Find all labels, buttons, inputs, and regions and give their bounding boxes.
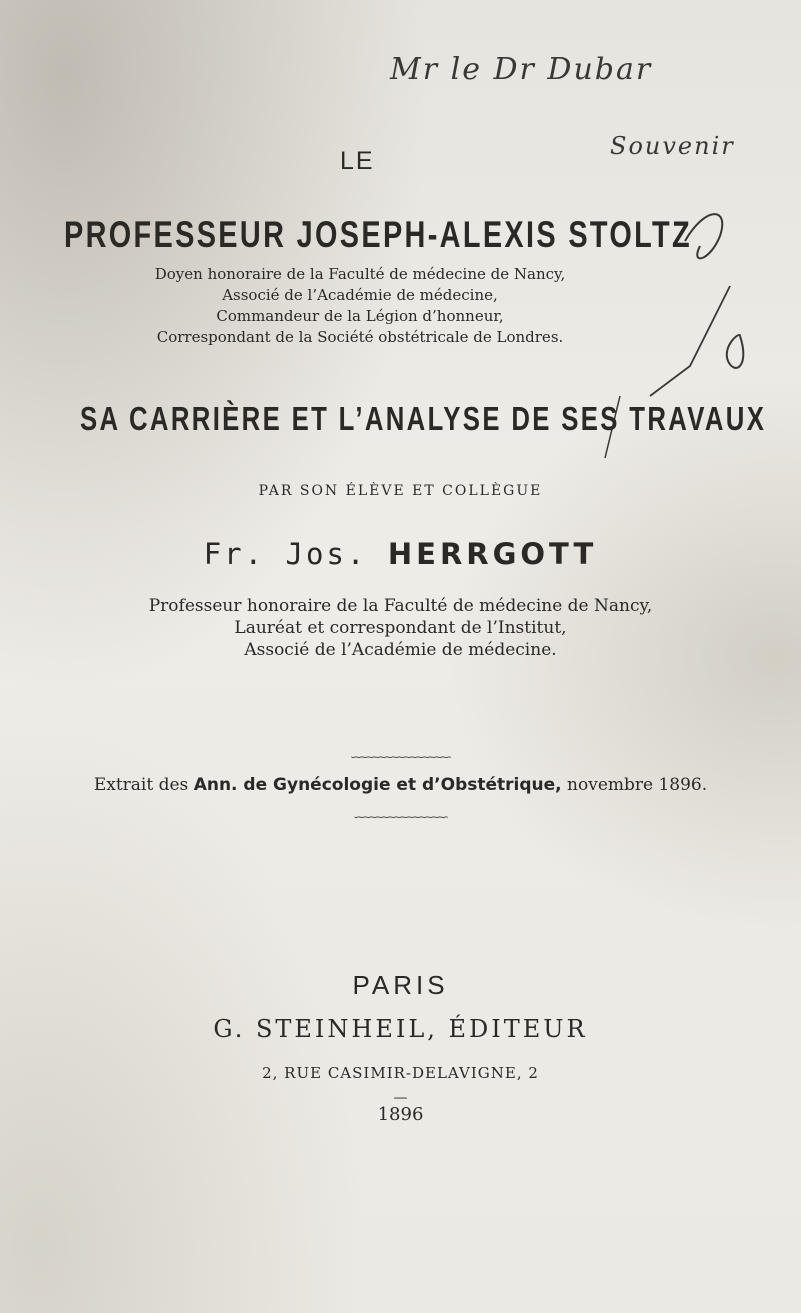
by-line: PAR SON ÉLÈVE ET COLLÈGUE [258, 483, 543, 499]
author-title-line: Professeur honoraire de la Faculté de médecine de Nancy, [148, 596, 653, 616]
author-title-line: Lauréat et correspondant de l’Institut, [234, 618, 567, 638]
extract-line [0, 775, 801, 795]
extract-journal: Ann. de Gynécologie et d’Obstétrique, [193, 775, 562, 795]
author-name [0, 537, 801, 571]
extract-date: novembre 1896. [567, 775, 708, 795]
article-le: LE [340, 147, 375, 175]
ornament-top: ∽∽∽∽∽∽∽∽∽∽∽∽∽∽∽∽ [350, 750, 451, 764]
handwritten-dedication-2: Souvenir [610, 132, 735, 160]
handwritten-dedication: Mr le Dr Dubar [390, 52, 653, 87]
subject-title-line: Doyen honoraire de la Faculté de médecine de Nancy, [154, 265, 566, 283]
author-surname: HERRGOTT [387, 537, 598, 571]
subject-title-line: Commandeur de la Légion d’honneur, [216, 307, 504, 325]
subheading: SA CARRIÈRE ET L’ANALYSE DE SES TRAVAUX [80, 400, 767, 437]
imprint-address: 2, RUE CASIMIR-DELAVIGNE, 2 [262, 1064, 539, 1082]
subject-title-line: Correspondant de la Société obstétricale de Londres. [156, 328, 564, 346]
main-title: PROFESSEUR JOSEPH-ALEXIS STOLTZ [64, 214, 692, 255]
imprint-city: PARIS [352, 970, 449, 1000]
subject-title-line: Associé de l’Académie de médecine, [222, 286, 498, 304]
extract-prefix: Extrait des [93, 775, 189, 795]
ornament-bottom: ∽∽∽∽∽∽∽∽∽∽∽∽∽∽∽ [353, 810, 448, 824]
imprint-publisher: G. STEINHEIL, ÉDITEUR [213, 1015, 588, 1043]
author-title-line: Associé de l’Académie de médecine. [244, 640, 557, 660]
author-prefix: Fr. Jos. [203, 537, 368, 571]
imprint-dash: — [393, 1090, 408, 1106]
author-titles [0, 595, 801, 661]
imprint-year: 1896 [377, 1104, 424, 1125]
